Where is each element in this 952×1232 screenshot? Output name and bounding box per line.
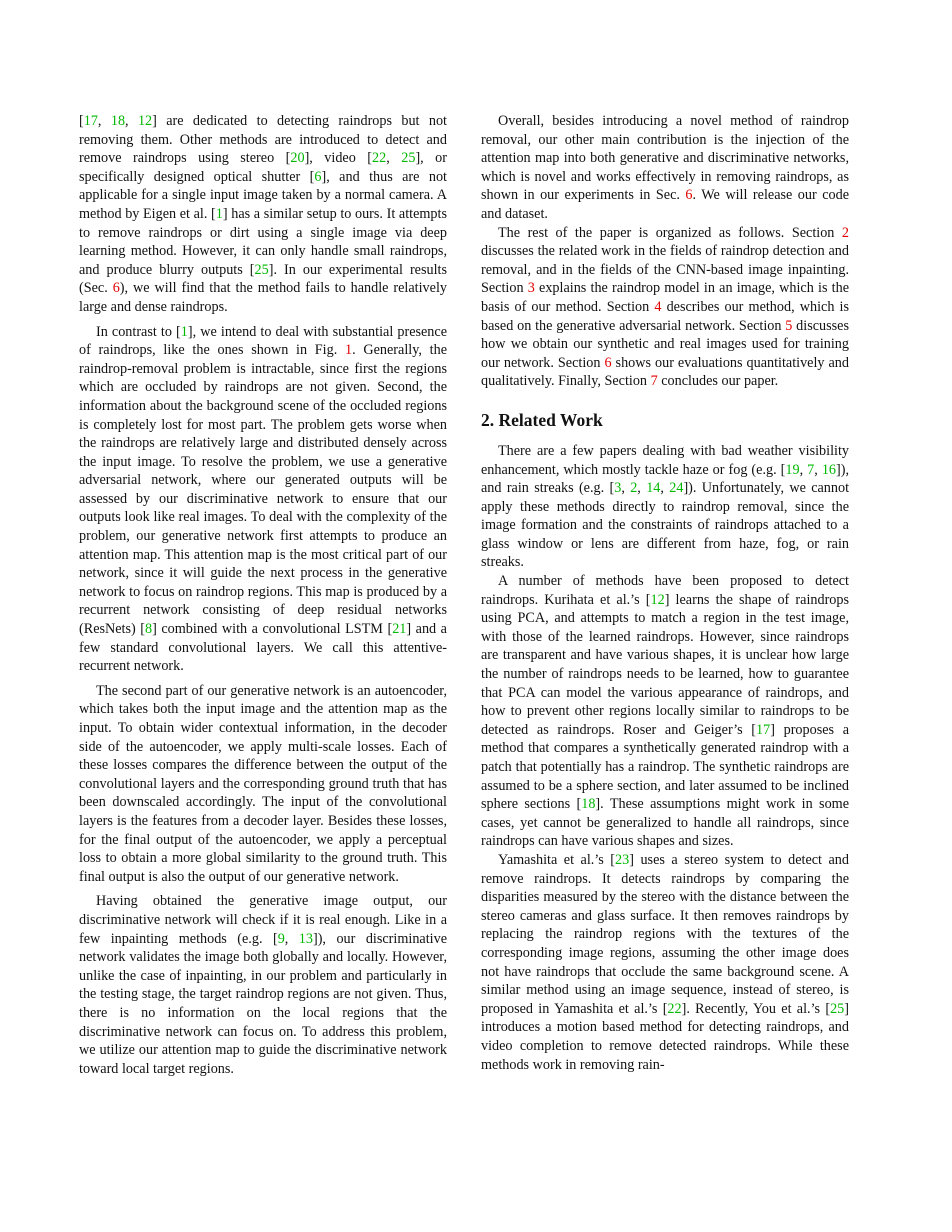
left-column (79, 112, 447, 1078)
paragraph: The second part of our generative network is an autoencoder, which takes both the input image and the attention map as the input. To obtain wider contextual information, in the decoder side of the autoencoder, we apply multi-scale losses. Each of these losses compares the difference between the output of the convolutional layers and the corresponding ground truth that has been downscaled accordingly. The input of the convolutional layers is the features from a decoder layer. Besides these losses, for the final output of the autoencoder, we apply a perceptual loss to obtain a more global similarity to the ground truth. This final output is also the output of our generative network. (79, 682, 447, 885)
section-heading: 2. Related Work (481, 409, 603, 430)
paragraph: The rest of the paper is organized as follows. Section 2 discusses the related work in the fields of raindrop detection and removal, and in the fields of the CNN-based image inpainting. Section 3 explains the raindrop model in an image, which is the basis of our method. Section 4 describes our method, which is based on the generative adversarial network. Section 5 discusses how we obtain our synthetic and real images used for training our network. Section 6 shows our evaluations quantitatively and qualitatively. Finally, Section 7 concludes our paper. (481, 224, 850, 390)
reference-link[interactable]: 3 (527, 280, 535, 297)
citation-link[interactable]: 1 (215, 205, 223, 222)
citation-link[interactable]: 7 (807, 461, 815, 478)
paragraph: Overall, besides introducing a novel method of raindrop removal, our other main contribution is the injection of the attention map into both generative and discriminative networks, which is novel and works effectively in removing raindrops, as shown in our experiments in Sec. 6. We will release our code and dataset. (481, 113, 850, 222)
right-column (481, 112, 849, 1074)
citation-link[interactable]: 17 (83, 113, 98, 129)
citation-link[interactable]: 13 (298, 930, 313, 947)
citation-link[interactable]: 22 (372, 150, 387, 167)
citation-link[interactable]: 23 (615, 851, 630, 868)
citation-link[interactable]: 25 (830, 1000, 845, 1017)
citation-link[interactable]: 25 (401, 150, 416, 167)
citation-link[interactable]: 22 (667, 1000, 682, 1017)
citation-link[interactable]: 17 (756, 721, 771, 738)
reference-link[interactable]: 5 (785, 317, 793, 334)
citation-link[interactable]: 1 (180, 323, 188, 340)
citation-link[interactable]: 19 (785, 461, 800, 478)
citation-link[interactable]: 6 (314, 168, 322, 185)
paragraph: [17, 18, 12] are dedicated to detecting raindrops but not removing them. Other methods are introduced to detect and remove raindrops using stereo [20], video [22, 25], or specifically designed optical shutter [6], and thus are not applicable for a single input image taken by a normal camera. A method by Eigen et al. [1] has a similar setup to ours. It attempts to remove raindrops or dirt using a single image via deep learning method. However, it can only handle small raindrops, and produce blurry outputs [25]. In our experimental results (Sec. 6), we will find that the method fails to handle relatively large and dense raindrops. (79, 113, 448, 315)
citation-link[interactable]: 21 (392, 621, 407, 638)
citation-link[interactable]: 18 (581, 796, 596, 813)
paragraph: A number of methods have been proposed to detect raindrops. Kurihata et al.’s [12] learns the shape of raindrops using PCA, and attempts to match a region in the test image, with those of the learned raindrops. However, since raindrops are transparent and have various shapes, it is unclear how large the number of raindrops needs to be learned, how to guarantee that PCA can model the various appearance of raindrops, and how to prevent other regions locally similar to raindrops to be detected as raindrops. Roser and Geiger’s [17] proposes a method that compares a synthetically generated raindrop with a patch that potentially has a raindrop. The synthetic raindrops are assumed to be a sphere section, and later assumed to be inclined sphere sections [18]. These assumptions might work in some cases, yet cannot be generalized to handle all raindrops, since raindrops can have various shapes and sizes. (481, 573, 850, 850)
reference-link[interactable]: 4 (654, 298, 662, 315)
citation-link[interactable]: 12 (137, 113, 153, 129)
paragraph: There are a few papers dealing with bad weather visibility enhancement, which mostly tackle haze or fog (e.g. [19, 7, 16]), and rain streaks (e.g. [3, 2, 14, 24]). Unfortunately, we cannot apply these methods directly to raindrop removal, since the image formation and the constraints of raindrops attached to a glass window or lens are different from haze, fog, or rain streaks. (481, 442, 850, 571)
citation-link[interactable]: 25 (254, 261, 269, 278)
citation-link[interactable]: 2 (630, 480, 638, 497)
reference-link[interactable]: 6 (685, 187, 693, 204)
reference-link[interactable]: 6 (604, 354, 612, 371)
reference-link[interactable]: 2 (841, 224, 849, 241)
reference-link[interactable]: 7 (650, 373, 658, 390)
citation-link[interactable]: 12 (650, 591, 665, 608)
paragraph: Yamashita et al.’s [23] uses a stereo system to detect and remove raindrops. It detects raindrops by comparing the disparities measured by the stereo with the distance between the stereo cameras and glass surface. It then removes raindrops by replacing the raindrop regions with the textures of the corresponding image regions, assuming the other image does not have raindrops that occlude the same background scene. A similar method using an image sequence, instead of stereo, is proposed in Yamashita et al.’s [22]. Recently, You et al.’s [25] introduces a motion based method for detecting raindrops, and video completion to remove detected raindrops. While these methods work in removing rain- (481, 851, 849, 1073)
citation-link[interactable]: 24 (669, 480, 684, 497)
reference-link[interactable]: 1 (345, 342, 353, 359)
paragraph: In contrast to [1], we intend to deal with substantial presence of raindrops, like the ones shown in Fig. 1. Generally, the raindrop-removal problem is intractable, since first the regions which are occluded by raindrops are not given. Second, the information about the background scene of the occluded regions is completely lost for most part. The problem gets worse when the raindrops are relatively large and distributed densely across the input image. To resolve the problem, we use a generative adversarial network, where our generated outputs will be assessed by our discriminative network to ensure that our outputs look like real images. To deal with the complexity of the problem, our generative network first attempts to produce an attention map. This attention map is the most critical part of our network, since it will guide the next process in the generative network to focus on raindrop regions. This map is produced by a recurrent network consisting of deep residual networks (ResNets) [8] combined with a convolutional LSTM [21] and a few standard convolutional layers. We call this attentive-recurrent network. (79, 323, 447, 675)
citation-link[interactable]: 9 (277, 930, 285, 947)
citation-link[interactable]: 8 (145, 621, 153, 638)
reference-link[interactable]: 6 (112, 280, 120, 297)
citation-link[interactable]: 18 (110, 113, 126, 129)
paragraph: Having obtained the generative image output, our discriminative network will check if it is real enough. Like in a few inpainting methods (e.g. [9, 13]), our discriminative network validates the image both globally and locally. However, unlike the case of inpainting, in our problem and particularly in the testing stage, the target raindrop regions are not given. Thus, there is no information on the local regions that the discriminative network can focus on. To address this problem, we utilize our attention map to guide the discriminative network toward local target regions. (79, 893, 447, 1077)
citation-link[interactable]: 3 (614, 480, 622, 497)
citation-link[interactable]: 20 (290, 150, 305, 167)
citation-link[interactable]: 14 (646, 480, 661, 497)
citation-link[interactable]: 16 (821, 461, 837, 478)
